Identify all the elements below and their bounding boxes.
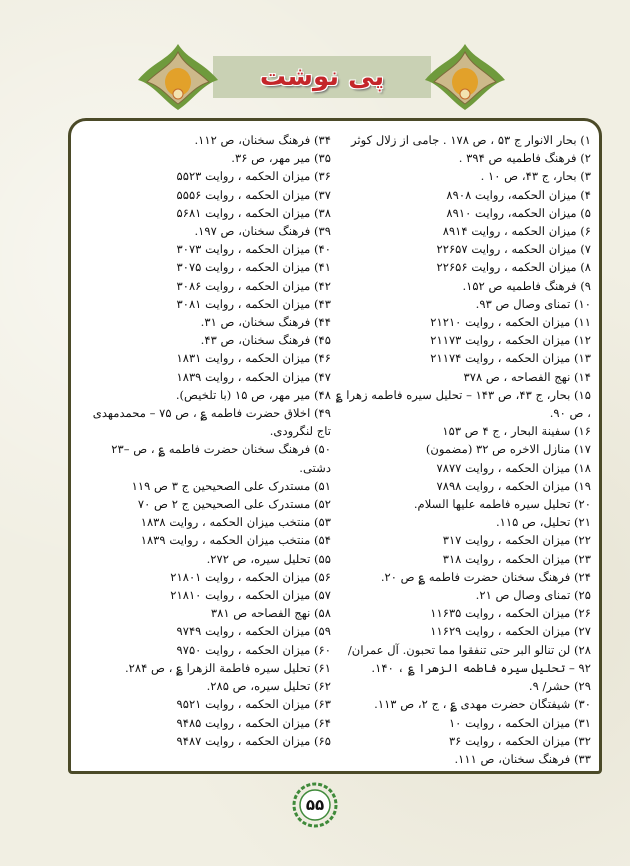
footnote-item: ۲۷) میزان الحکمه ، روایت ۱۱۶۲۹	[430, 624, 591, 639]
footnote-item: ۴۳) میزان الحکمه ، روایت ۳۰۸۱	[176, 296, 331, 311]
footnote-item: ۳۱) میزان الحکمه ، روایت ۱۰	[448, 715, 591, 730]
footnote-item: ۳۹) فرهنگ سخنان، ص ۱۹۷.	[194, 224, 331, 239]
footnote-item: ۲۵) تمنای وصال ص ۲۱.	[475, 588, 591, 603]
footnote-item: ۴۱) میزان الحکمه ، روایت ۳۰۷۵	[176, 260, 331, 275]
footnotes-column-right	[333, 131, 591, 768]
footnote-item: ۶) میزان الحکمه ، روایت ۸۹۱۴	[442, 224, 591, 239]
flower-ornament-icon	[420, 40, 510, 112]
footnote-item: ۳۲) میزان الحکمه ، روایت ۳۶	[448, 733, 591, 748]
footnote-item: ۵۴) منتخب میزان الحکمه ، روایت ۱۸۳۹	[140, 533, 331, 548]
flower-ornament-icon	[133, 40, 223, 112]
footnote-item: ۳۴) فرهنگ سخنان، ص ۱۱۲.	[194, 133, 331, 147]
footnotes-column-left	[79, 131, 331, 750]
footnote-item: ۳۷) میزان الحکمه ، روایت ۵۵۵۶	[176, 187, 331, 202]
footnote-item: ۳۶) میزان الحکمه ، روایت ۵۵۲۳	[176, 169, 331, 184]
footnote-item: ۱۲) میزان الحکمه ، روایت ۲۱۱۷۳	[430, 333, 591, 348]
footnotes-panel	[68, 118, 602, 774]
footnote-item: ۵۶) میزان الحکمه ، روایت ۲۱۸۰۱	[170, 569, 331, 584]
footnote-item: ۶۴) میزان الحکمه ، روایت ۹۴۸۵	[176, 715, 331, 730]
footnote-item: ۴) میزان الحکمه، روایت ۸۹۰۸	[446, 187, 591, 202]
footnote-item: ۵۵) تحلیل سیره، ص ۲۷۲.	[206, 551, 331, 566]
footnote-item: ۱۴) نهج الفصاحه ، ص ۳۷۸	[463, 369, 591, 384]
footnote-item: ۲۸) لن تنالو البر حتی تنفقوا مما تحبون. آل عمران/ ۹۲ – تحلیل سیره فاطمه الزهرا ؏ ، ۱۴۰.	[347, 642, 591, 675]
footnote-item: ۵۳) منتخب میزان الحکمه ، روایت ۱۸۳۸	[140, 515, 331, 530]
footnote-item: ۶۲) تحلیل سیره، ص ۲۸۵.	[206, 679, 331, 694]
footnote-item: ۶۰) میزان الحکمه ، روایت ۹۷۵۰	[176, 642, 331, 657]
footnote-item: ۱۱) میزان الحکمه ، روایت ۲۱۲۱۰	[430, 315, 591, 330]
footnote-item: ۲۱) تحلیل، ص ۱۱۵.	[495, 515, 591, 530]
footnote-item: ۲۲) میزان الحکمه ، روایت ۳۱۷	[442, 533, 591, 548]
footnote-item: ۲) فرهنگ فاطمیه ص ۳۹۴ .	[458, 151, 591, 166]
page-number: ۵۵	[305, 796, 325, 814]
footnote-item: ۴۸) میر مهر، ص ۱۵ (با تلخیص).	[175, 387, 331, 402]
footnote-item: ۴۷) میزان الحکمه ، روایت ۱۸۳۹	[176, 369, 331, 384]
footnote-item: ۵۲) مستدرک علی الصحیحین ج ۲ ص ۷۰	[137, 497, 331, 512]
footnote-item: ۳۳) فرهنگ سخنان، ص ۱۱۱.	[454, 751, 591, 766]
footnote-item: ۴۶) میزان الحکمه ، روایت ۱۸۳۱	[176, 351, 331, 366]
footnote-item: ۶۵) میزان الحکمه ، روایت ۹۴۸۷	[176, 733, 331, 748]
footnote-item: ۴۴) فرهنگ سخنان، ص ۳۱.	[200, 315, 331, 330]
footnote-item: ۹) فرهنگ فاطمیه ص ۱۵۲.	[462, 278, 591, 293]
footnote-item: ۱۵) بحار، ج ۴۳، ص ۱۴۳ – تحلیل سیره فاطمه زهرا ؏ ، ص ۹۰.	[335, 387, 591, 421]
footnote-item: ۲۹) حشر/ ۹.	[528, 679, 591, 694]
footnote-item: ۴۲) میزان الحکمه ، روایت ۳۰۸۶	[176, 278, 331, 293]
footnote-item: ۵) میزان الحکمه، روایت ۸۹۱۰	[446, 205, 591, 220]
footnote-item: ۱۳) میزان الحکمه ، روایت ۲۱۱۷۴	[430, 351, 591, 366]
page-title: پی نوشت	[259, 62, 385, 92]
footnote-item: ۳) بحار، ج ۴۳، ص ۱۰ .	[480, 169, 591, 184]
footnote-item: ۴۰) میزان الحکمه ، روایت ۳۰۷۳	[176, 242, 331, 257]
footnote-item: ۵۸) نهج الفصاحه ص ۳۸۱	[210, 606, 331, 621]
footnote-item: ۱۹) میزان الحکمه ، روایت ۷۸۹۸	[436, 478, 591, 493]
footnote-item: ۴۵) فرهنگ سخنان، ص ۴۳.	[200, 333, 331, 348]
footnote-item: ۳۰) شیفتگان حضرت مهدی ؏ ، ج ۲، ص ۱۱۳.	[374, 697, 591, 712]
footnote-item: ۵۰) فرهنگ سخنان حضرت فاطمه ؏ ، ص –۲۳ دشتی.	[111, 442, 331, 475]
footnote-item: ۵۷) میزان الحکمه ، روایت ۲۱۸۱۰	[170, 588, 331, 603]
footnote-item: ۲۰) تحلیل سیره فاطمه علیها السلام.	[413, 497, 591, 512]
footnote-item: ۱) بحار الانوار ج ۵۳ ، ص ۱۷۸ . جامی از زلال کوثر	[351, 133, 591, 147]
footnote-item: ۳۵) میر مهر، ص ۳۶.	[231, 151, 331, 166]
footnote-item: ۷) میزان الحکمه ، روایت ۲۲۶۵۷	[436, 242, 591, 257]
footnote-item: ۲۴) فرهنگ سخنان حضرت فاطمه ؏ ص ۲۰.	[380, 569, 591, 584]
footnote-item: ۶۱) تحلیل سیره فاطمة الزهرا ؏ ، ص ۲۸۴.	[124, 660, 331, 675]
footnote-item: ۱۶) سفینة البحار ، ج ۴ ص ۱۵۳	[442, 424, 591, 439]
footnote-item: ۱۷) منازل الاخره ص ۳۲ (مضمون)	[425, 442, 591, 457]
footnote-item: ۵۹) میزان الحکمه ، روایت ۹۷۴۹	[176, 624, 331, 639]
footnote-item: ۱۸) میزان الحکمه ، روایت ۷۸۷۷	[436, 460, 591, 475]
footnote-item: ۶۳) میزان الحکمه ، روایت ۹۵۲۱	[176, 697, 331, 712]
footnote-item: ۱۰) تمنای وصال ص ۹۳.	[475, 296, 591, 311]
footnote-item: ۴۹) اخلاق حضرت فاطمه ؏ ، ص ۷۵ – محمدمهدی تاج لنگرودی.	[92, 406, 331, 439]
footnote-item: ۲۳) میزان الحکمه ، روایت ۳۱۸	[442, 551, 591, 566]
footnote-item: ۵۱) مستدرک علی الصحیحین ج ۳ ص ۱۱۹	[131, 478, 331, 493]
footnote-item: ۸) میزان الحکمه ، روایت ۲۲۶۵۶	[436, 260, 591, 275]
footnote-item: ۲۶) میزان الحکمه ، روایت ۱۱۶۳۵	[430, 606, 591, 621]
footnote-item: ۳۸) میزان الحکمه ، روایت ۵۶۸۱	[176, 205, 331, 220]
